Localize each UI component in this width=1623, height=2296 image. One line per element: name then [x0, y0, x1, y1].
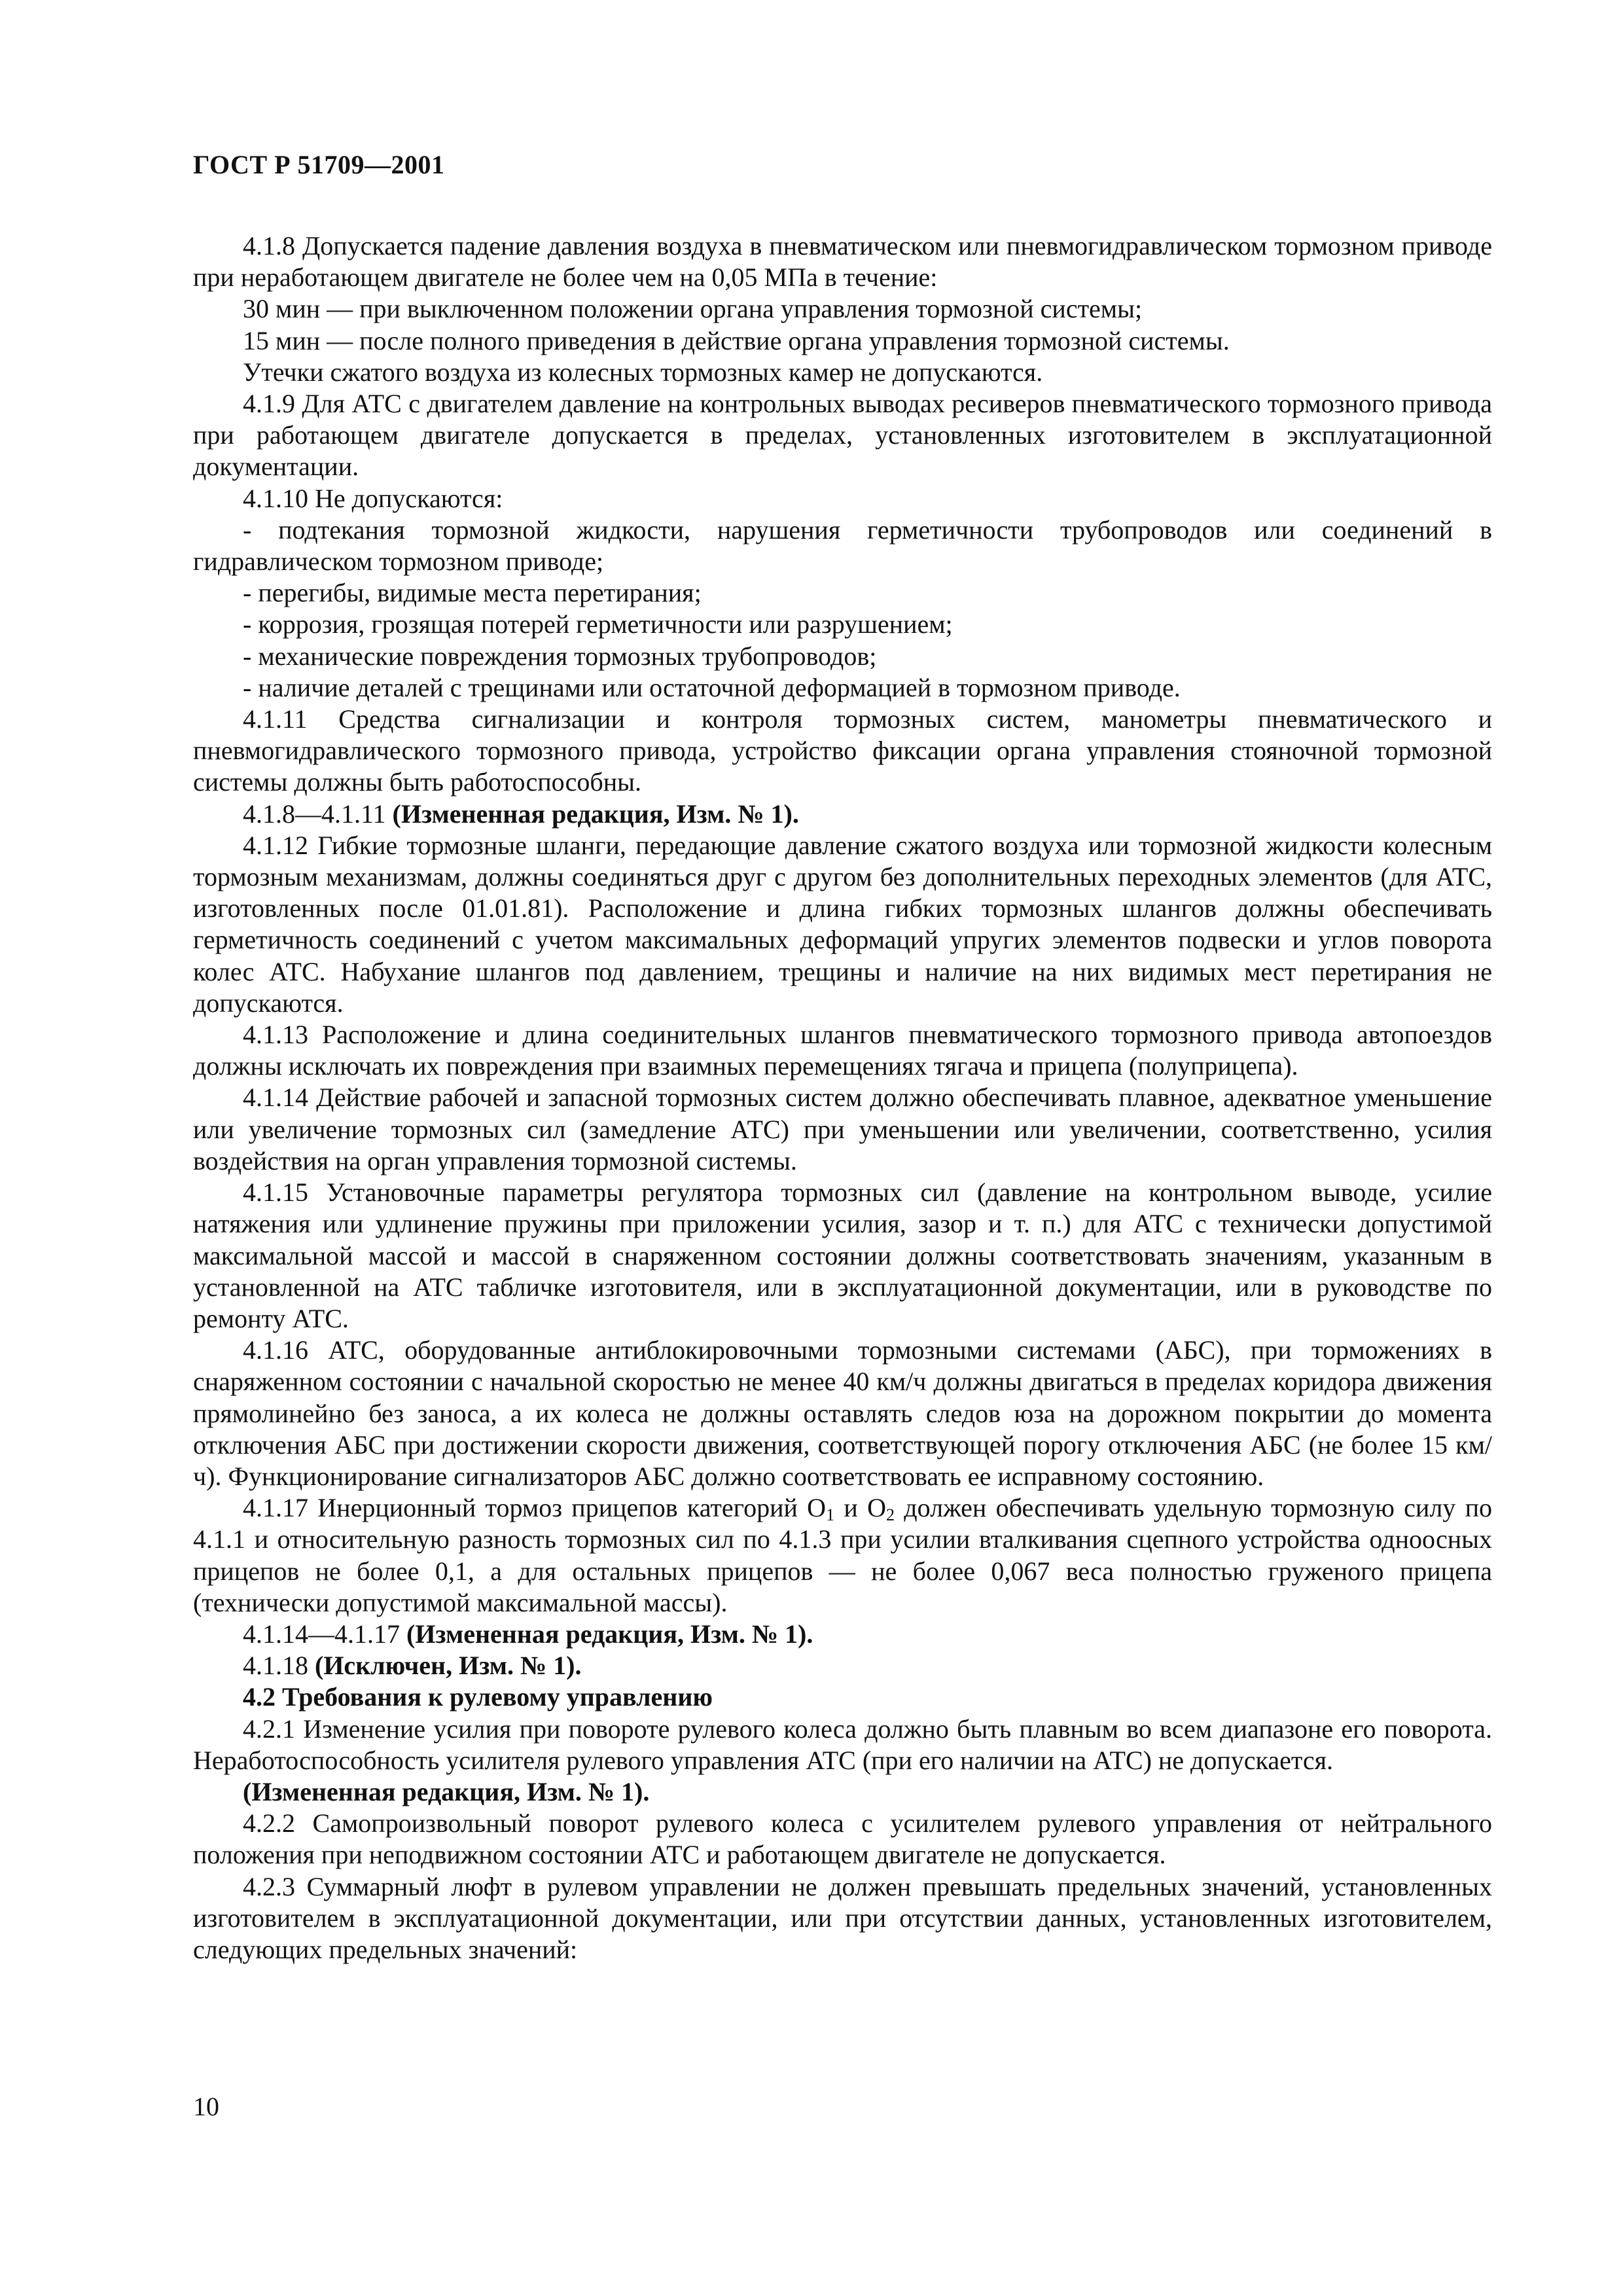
- amendment-note: [193, 798, 1492, 830]
- paragraph: 4.1.16 АТС, оборудованные антиблокировочными тормозными системами (АБС), при торможениях в снаряженном состоянии с начальной скоростью не менее 40 км/ч должны двигаться в пределах коридора движения прямолинейно без заноса, а их колеса не должны оставлять следов юза на дорожном покрытии до момента отключения АБС при достижении скорости движения, соответствующей порогу отключения АБС (не более 15 км/ч). Функционирование сигнализаторов АБС должно соответствовать ее исправному состоянию.: [193, 1335, 1492, 1491]
- paragraph-4-1-17: 4.1.17 Инерционный тормоз прицепов категорий $O_1$ и $O_2$ должен обеспечивать удельную тормозную силу по 4.1.1 и относительную разность тормозных сил по 4.1.3 при усилии вталкивания сцепного устройства одноосных прицепов не более 0,1, а для остальных прицепов — не более 0,067 веса полностью груженого прицепа (технически допустимой максимальной массы).: [193, 1493, 1493, 1617]
- paragraph: 4.1.8 Допускается падение давления воздуха в пневматическом или пневмогидравлическом тормозном приводе при неработающем двигателе не более чем на 0,05 МПа в течение:: [193, 231, 1492, 293]
- paragraph: 4.2.1 Изменение усилия при повороте рулевого колеса должно быть плавным во всем диапазоне его поворота. Неработоспособность усилителя рулевого управления АТС (при его наличии на АТС) не допускается.: [193, 1713, 1492, 1775]
- amendment-text: (Измененная редакция, Изм. № 1).: [406, 1619, 813, 1649]
- paragraph: Утечки сжатого воздуха из колесных тормозных камер не допускаются.: [243, 357, 1043, 387]
- paragraph: 4.1.13 Расположение и длина соединительных шлангов пневматического тормозного привода автопоездов должны исключать их повреждения при взаимных перемещениях тягача и прицепа (полуприцепа).: [193, 1020, 1492, 1081]
- section-heading: 4.2 Требования к рулевому управлению: [243, 1682, 713, 1712]
- document-header: ГОСТ Р 51709—2001: [193, 150, 445, 179]
- paragraph: 4.1.14 Действие рабочей и запасной тормозных систем должно обеспечивать плавное, адекватное уменьшение или увеличение тормозных сил (замедление АТС) при уменьшении или увеличении, соответственно, усилия воздействия на орган управления тормозной системы.: [193, 1083, 1492, 1175]
- amendment-ref: 4.1.18: [243, 1651, 308, 1681]
- amendment-note: [193, 1619, 1492, 1650]
- paragraph: 4.1.11 Средства сигнализации и контроля тормозных систем, манометры пневматического и пневмогидравлического тормозного привода, устройство фиксации органа управления стояночной тормозной системы должны быть работоспособны.: [193, 704, 1492, 797]
- document-body: [193, 230, 1492, 1965]
- paragraph: 4.2.2 Самопроизвольный поворот рулевого колеса с усилителем рулевого управления от нейтрального положения при неподвижном состоянии АТС и работающем двигателе не допускается.: [193, 1808, 1492, 1870]
- amendment-ref: 4.1.14—4.1.17: [243, 1619, 400, 1649]
- paragraph: 15 мин — после полного приведения в действие органа управления тормозной системы.: [243, 325, 1230, 355]
- paragraph: 4.1.10 Не допускаются:: [243, 483, 503, 513]
- paragraph: - подтекания тормозной жидкости, нарушения герметичности трубопроводов или соединений в гидравлическом тормозном приводе;: [193, 514, 1492, 577]
- paragraph: 4.2.3 Суммарный люфт в рулевом управлении не должен превышать предельных значений, установленных изготовителем в эксплуатационной документации, или при отсутствии данных, установленных изготовителем, следующих предельных значений:: [193, 1871, 1492, 1964]
- paragraph: 30 мин — при выключенном положении органа управления тормозной системы;: [243, 294, 1143, 324]
- paragraph: - наличие деталей с трещинами или остаточной деформацией в тормозном приводе.: [243, 672, 1181, 702]
- paragraph: - перегибы, видимые места перетирания;: [243, 578, 702, 608]
- paragraph: 4.1.15 Установочные параметры регулятора тормозных сил (давление на контрольном выводе, усилие натяжения или удлинение пружины при приложении усилия, зазор и т. п.) для АТС с технически допустимой максимальной массой и массой в снаряженном состоянии должны соответствовать значениям, указанным в установленной на АТС табличке изготовителя, или в эксплуатационной документации, или в руководстве по ремонту АТС.: [193, 1177, 1492, 1333]
- amendment-note: [193, 1650, 1492, 1681]
- paragraph: - коррозия, грозящая потерей герметичности или разрушением;: [243, 609, 953, 639]
- amendment-note: (Измененная редакция, Изм. № 1).: [243, 1776, 650, 1806]
- amendment-text: (Измененная редакция, Изм. № 1).: [392, 798, 799, 829]
- amendment-ref: 4.1.8—4.1.11: [243, 798, 386, 829]
- paragraph: 4.1.9 Для АТС с двигателем давление на контрольных выводах ресиверов пневматического тормозного привода при работающем двигателе допускается в пределах, установленных изготовителем в эксплуатационной документации.: [193, 389, 1492, 482]
- paragraph: 4.1.12 Гибкие тормозные шланги, передающие давление сжатого воздуха или тормозной жидкости колесным тормозным механизмам, должны соединяться друг с другом без дополнительных переходных элементов (для АТС, изготовленных после 01.01.81). Расположение и длина гибких тормозных шлангов должны обеспечивать герметичность соединений с учетом максимальных деформаций упругих элементов подвески и углов поворота колес АТС. Набухание шлангов под давлением, трещины и наличие на них видимых мест перетирания не допускаются.: [193, 830, 1492, 1018]
- amendment-text: (Исключен, Изм. № 1).: [315, 1651, 582, 1681]
- page-number: 10: [193, 2092, 219, 2121]
- paragraph: - механические повреждения тормозных трубопроводов;: [243, 641, 877, 671]
